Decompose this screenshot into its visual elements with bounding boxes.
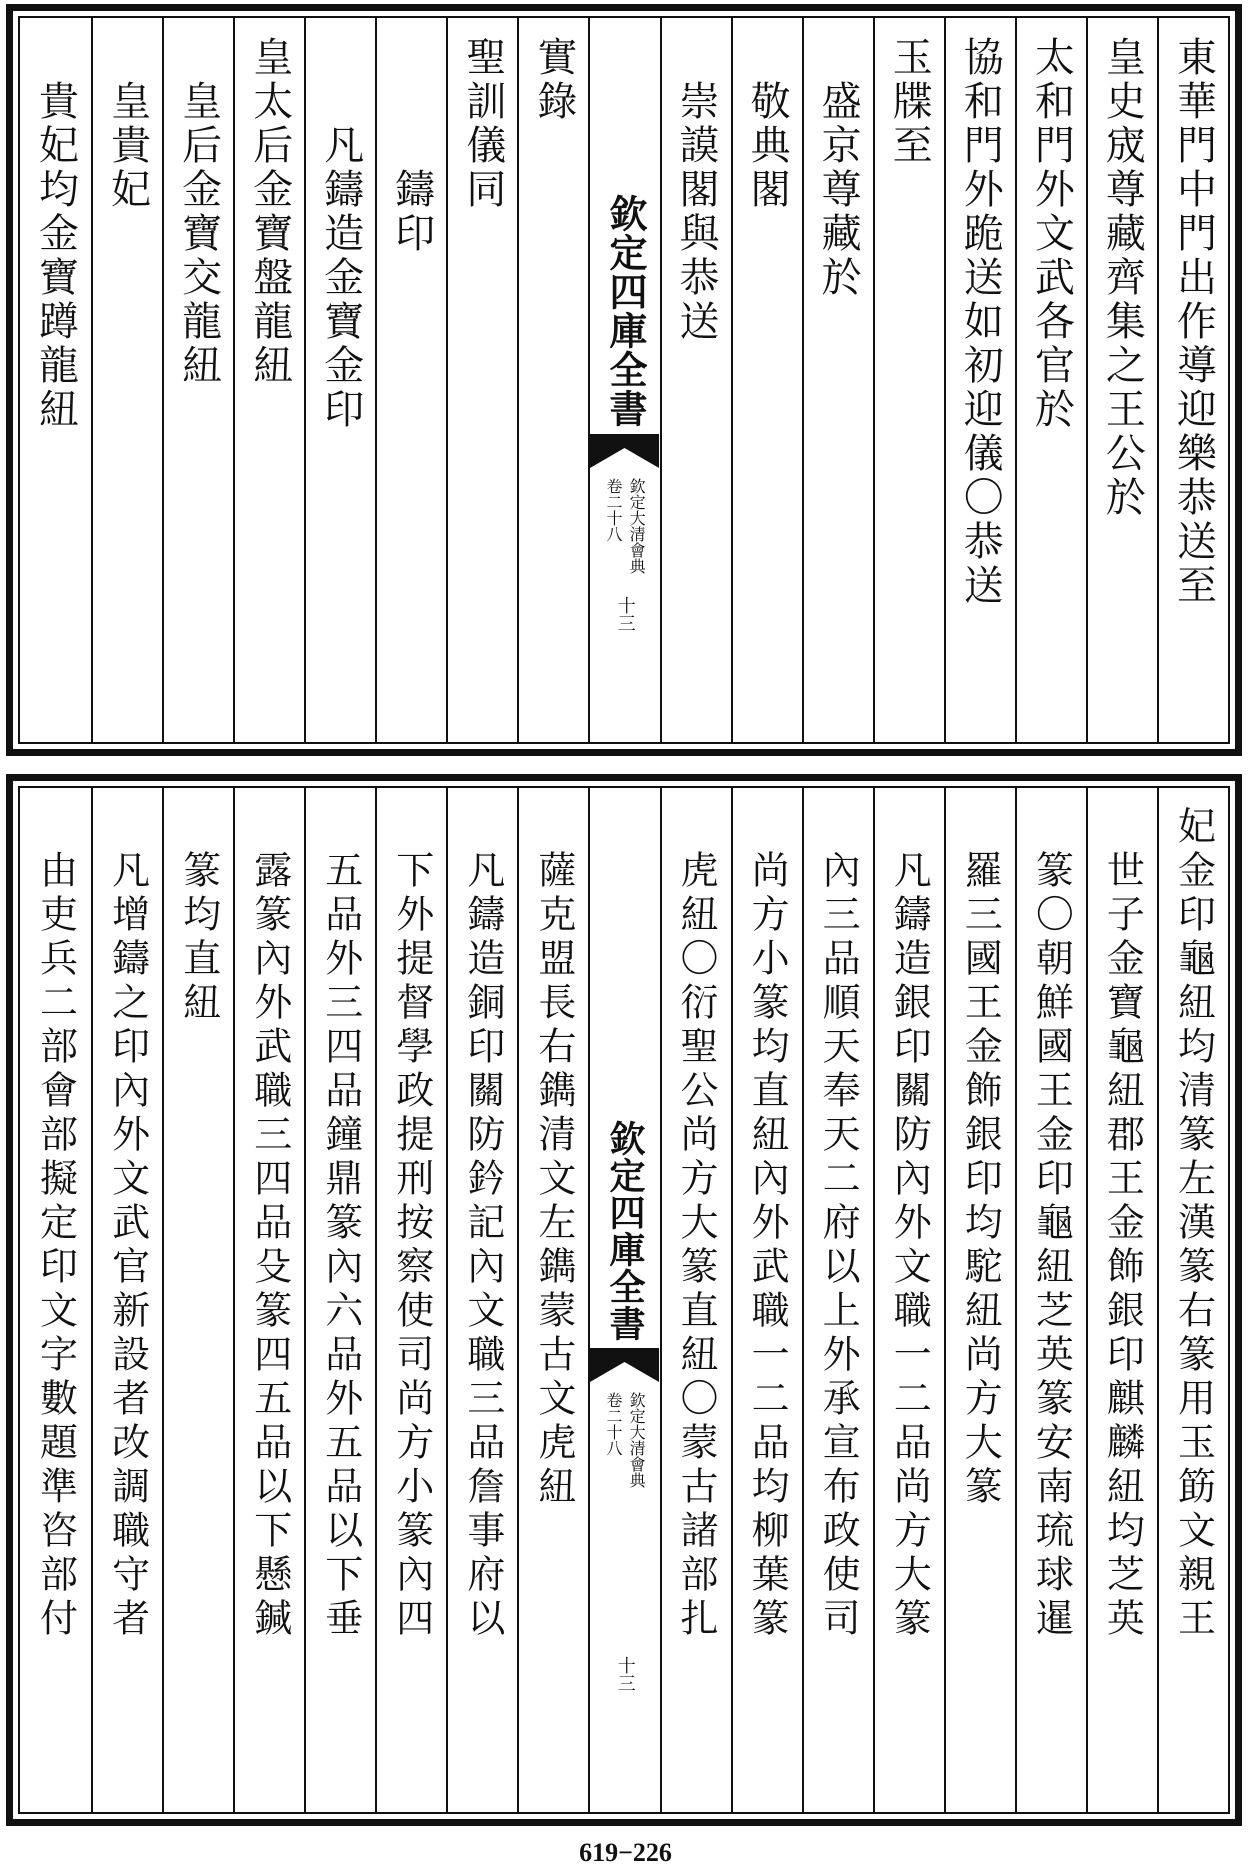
text-column: [233, 18, 304, 742]
text-column: [233, 788, 304, 1812]
column-text: 實錄: [530, 36, 577, 124]
volume-label: 卷二十八: [603, 1392, 623, 1456]
text-column: [1015, 18, 1086, 742]
text-column: [446, 788, 517, 1812]
text-column: [1086, 18, 1157, 742]
column-text: 協和門外跪送如初迎儀〇恭送: [957, 36, 1004, 608]
leaf-number: 十三: [614, 596, 636, 632]
column-text: 皇后金寶交龍紐: [175, 80, 222, 388]
text-column: [873, 18, 944, 742]
column-text: 虎紐〇衍聖公尚方大篆直紐〇蒙古諸部扎: [674, 850, 719, 1642]
fishtail-mark-icon: [590, 434, 659, 468]
column-text: 薩克盟長右鐫清文左鐫蒙古文虎紐: [531, 850, 576, 1510]
column-text: 皇貴妃: [104, 80, 151, 212]
column-text: 凡鑄造金寶金印: [317, 124, 364, 432]
column-text: 內三品順天奉天二府以上外承宣布政使司: [816, 850, 861, 1642]
text-column: [802, 788, 873, 1812]
text-column: [517, 18, 588, 742]
text-column: [944, 18, 1015, 742]
collection-title: 欽定四庫全書: [603, 1120, 646, 1342]
text-column: [944, 788, 1015, 1812]
column-text: 皇太后金寶盤龍紐: [246, 36, 293, 388]
text-column: [20, 18, 91, 742]
column-text: 崇謨閣與恭送: [673, 80, 720, 344]
text-column: [91, 18, 162, 742]
column-text: 皇史宬尊藏齊集之王公於: [1099, 36, 1146, 520]
text-column: [304, 18, 375, 742]
text-column: [1015, 788, 1086, 1812]
text-column: [660, 18, 731, 742]
text-column: [1157, 788, 1228, 1812]
volume-label: 卷二十八: [603, 478, 623, 542]
column-text: 羅三國王金飾銀印均駝紐尚方大篆: [958, 850, 1003, 1510]
text-column: [802, 18, 873, 742]
text-column: [731, 18, 802, 742]
text-column: [375, 18, 446, 742]
column-text: 聖訓儀同: [459, 36, 506, 212]
top-panel: [6, 4, 1242, 756]
column-text: 露篆內外武職三四品殳篆四五品以下懸鍼: [247, 850, 292, 1642]
text-column: [162, 788, 233, 1812]
column-text: 凡鑄造銀印關防內外文職一二品尚方大篆: [887, 850, 932, 1642]
column-text: 下外提督學政提刑按察使司尚方小篆內四: [389, 850, 434, 1642]
text-column: [1157, 18, 1228, 742]
text-column: [660, 788, 731, 1812]
column-text: 凡鑄造銅印關防鈐記內文職三品詹事府以: [460, 850, 505, 1642]
book-title: 欽定大清會典: [627, 478, 647, 574]
top-panel-inner: [18, 16, 1230, 744]
column-text: 世子金寶龜紐郡王金飾銀印麒麟紐均芝英: [1100, 850, 1145, 1642]
text-column: [162, 18, 233, 742]
bottom-panel-inner: [18, 786, 1230, 1814]
column-text: 由吏兵二部會部擬定印文字數題準咨部付: [33, 850, 78, 1642]
column-text: 太和門外文武各官於: [1028, 36, 1075, 432]
column-text: 篆均直紐: [176, 850, 221, 1026]
text-column: [517, 788, 588, 1812]
text-column: [304, 788, 375, 1812]
column-text: 妃金印龜紐均清篆左漢篆右篆用玉筯文親王: [1171, 806, 1216, 1642]
text-column: [446, 18, 517, 742]
column-text: 篆〇朝鮮國王金印龜紐芝英篆安南琉球暹: [1029, 850, 1074, 1642]
book-title: 欽定大清會典: [627, 1392, 647, 1488]
text-column: [91, 788, 162, 1812]
fishtail-mark-icon: [590, 1348, 659, 1382]
collection-title: 欽定四庫全書: [602, 194, 648, 428]
column-text: 鑄印: [388, 168, 435, 256]
column-text: 玉牒至: [886, 36, 933, 168]
column-text: 貴妃均金寶蹲龍紐: [32, 80, 79, 432]
text-column: [873, 788, 944, 1812]
page-number-footer: 619−226: [579, 1838, 672, 1867]
column-text: 敬典閣: [744, 80, 791, 212]
center-column: [588, 18, 659, 742]
text-column: [20, 788, 91, 1812]
column-text: 東華門中門出作導迎樂恭送至: [1170, 36, 1217, 608]
column-text: 五品外三四品鐘鼎篆內六品外五品以下垂: [318, 850, 363, 1642]
bottom-panel: [6, 774, 1242, 1826]
column-text: 盛京尊藏於: [815, 80, 862, 300]
text-column: [731, 788, 802, 1812]
column-text: 凡增鑄之印內外文武官新設者改調職守者: [105, 850, 150, 1642]
text-column: [1086, 788, 1157, 1812]
column-text: 尚方小篆均直紐內外武職一二品均柳葉篆: [745, 850, 790, 1642]
leaf-number: 十三: [614, 1656, 636, 1692]
center-column: [588, 788, 659, 1812]
text-column: [375, 788, 446, 1812]
